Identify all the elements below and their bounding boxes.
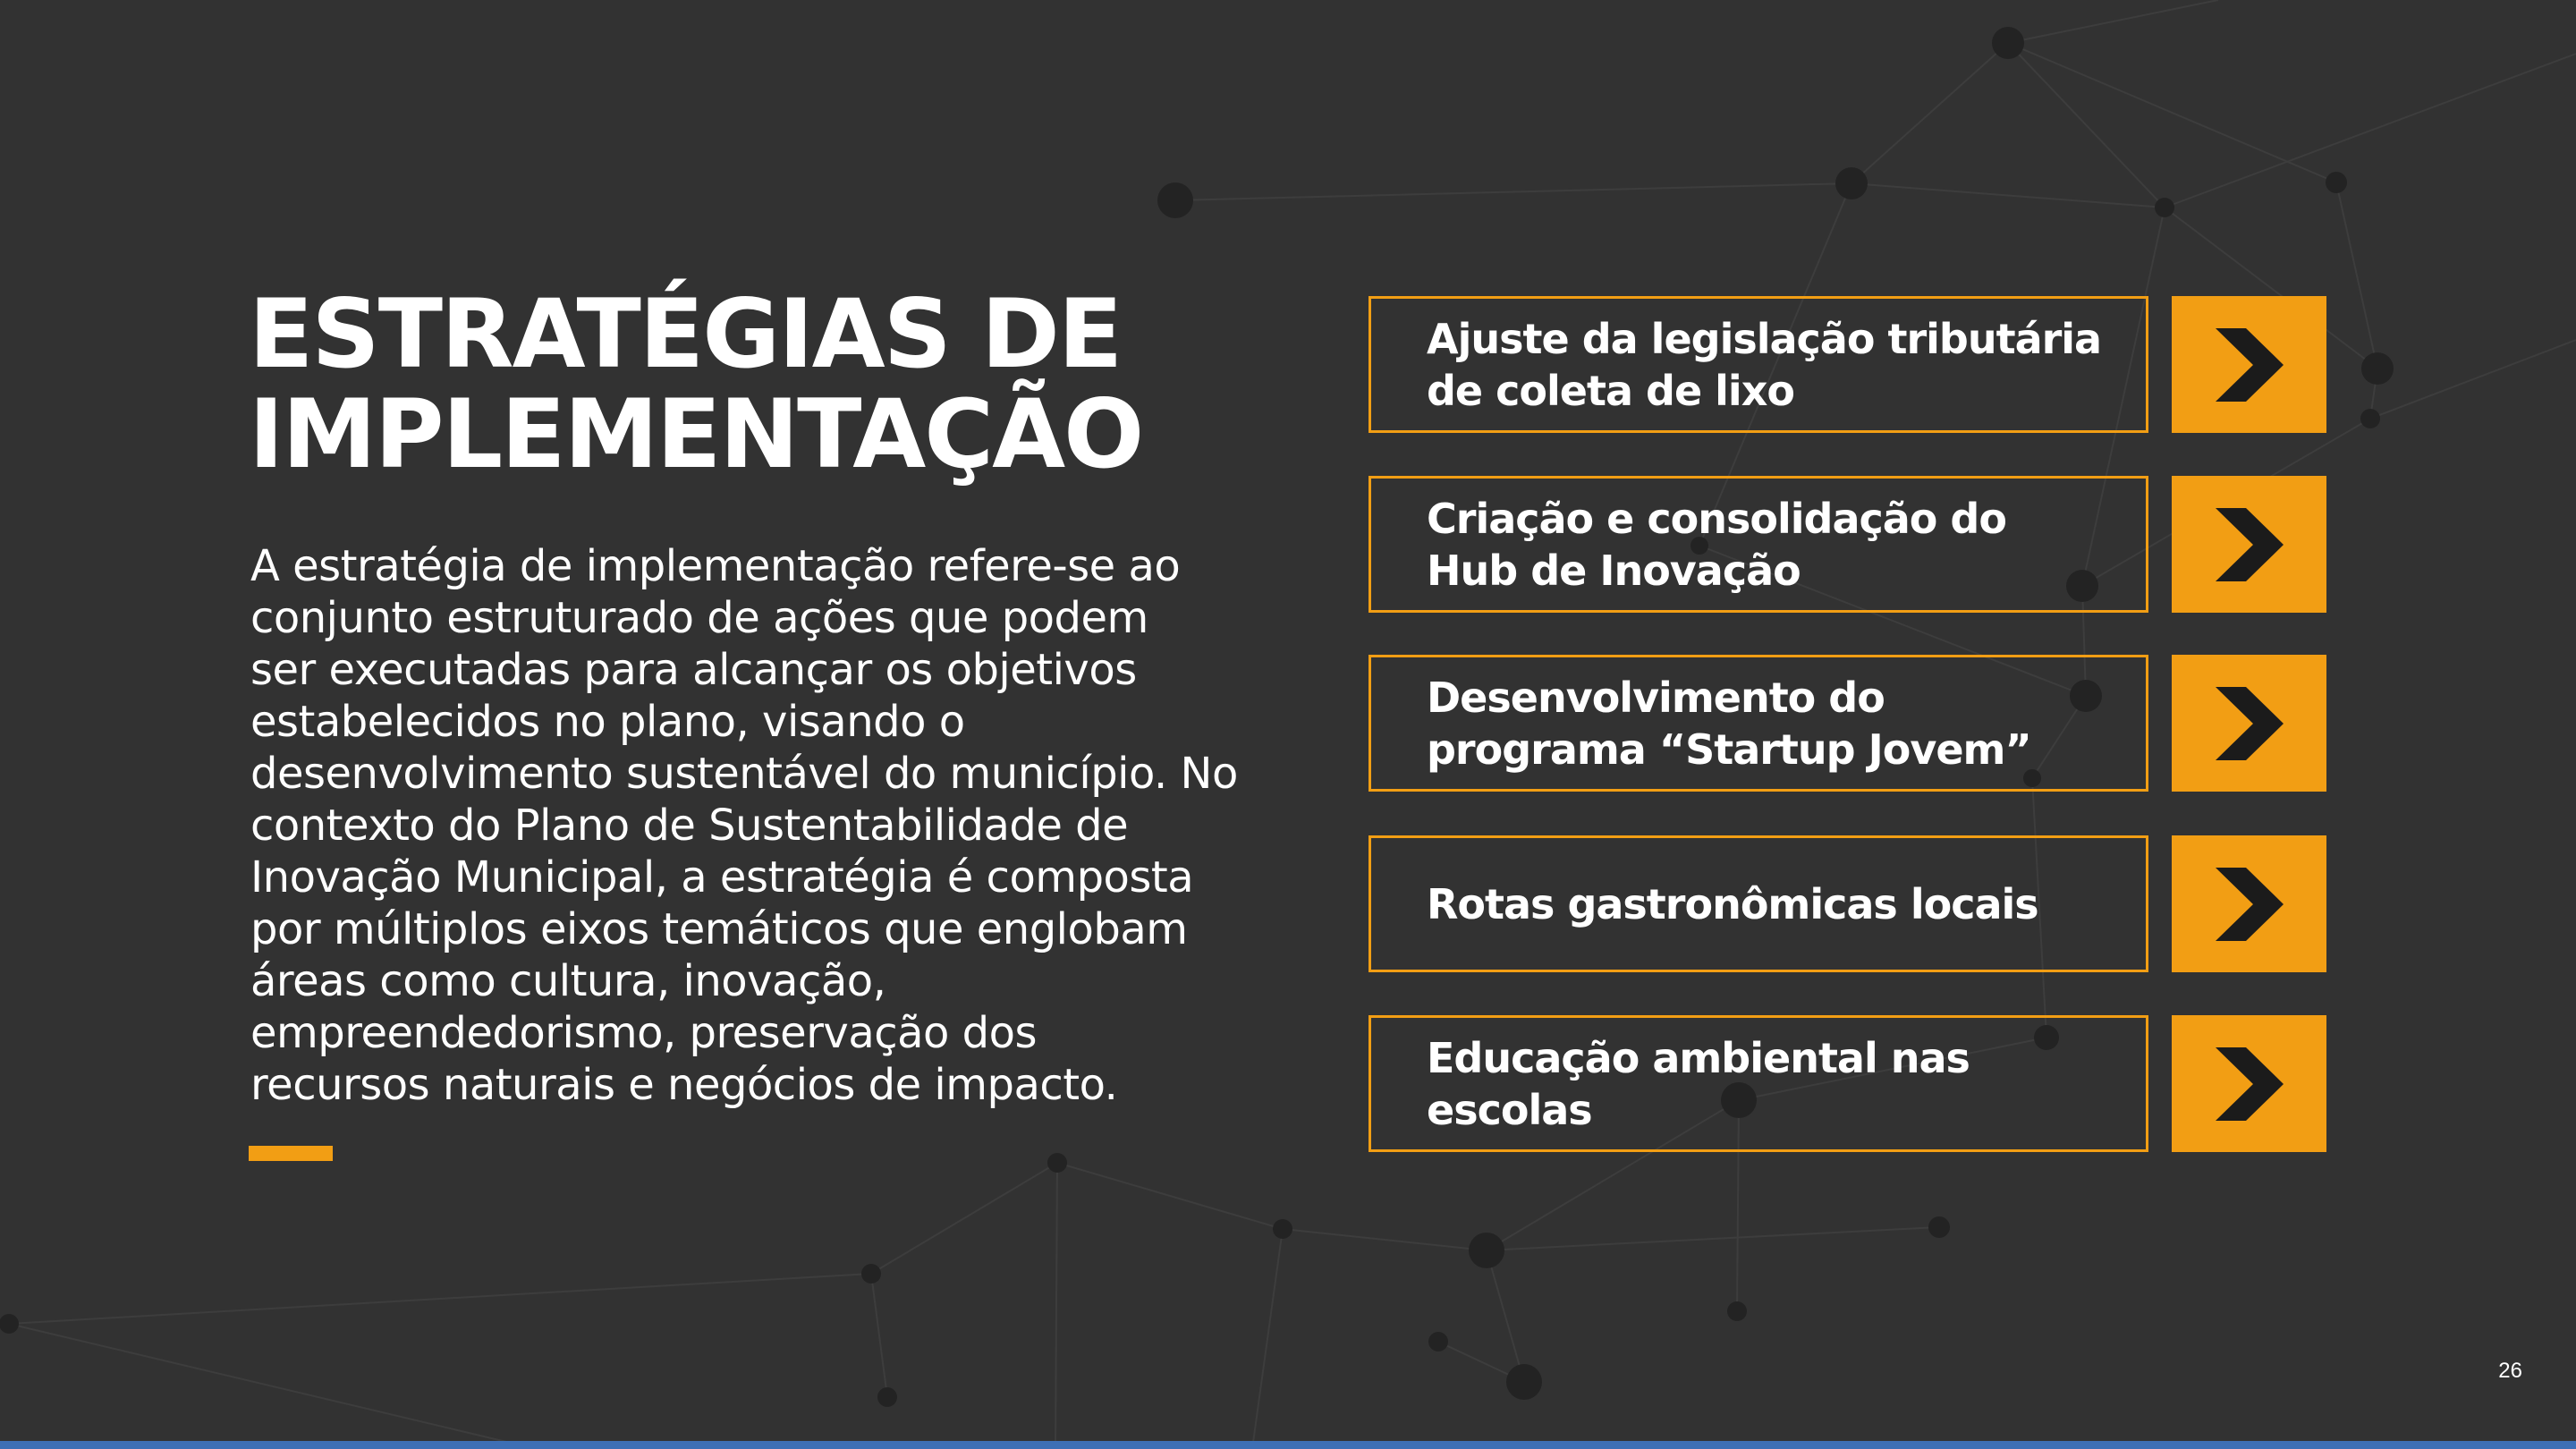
- strategy-item-label: de coleta de lixo: [1427, 366, 1794, 415]
- strategy-arrow-button[interactable]: [2172, 655, 2326, 792]
- strategy-item-label: escolas: [1427, 1085, 1592, 1134]
- strategy-item: [1368, 296, 2148, 433]
- strategy-item-label: Rotas gastronômicas locais: [1427, 879, 2038, 928]
- strategy-arrow-button[interactable]: [2172, 835, 2326, 972]
- description-paragraph: [250, 540, 1288, 1111]
- chevron-right-icon: [2214, 506, 2285, 583]
- strategy-item-label: Hub de Inovação: [1427, 546, 1801, 595]
- strategy-item: [1368, 835, 2148, 972]
- description-line: desenvolvimento sustentável do município. No: [250, 749, 1238, 799]
- chevron-right-icon: [2214, 326, 2285, 403]
- chevron-right-icon: [2214, 1046, 2285, 1123]
- description-line: por múltiplos eixos temáticos que englobam: [250, 904, 1188, 954]
- strategy-item-label: programa “Startup Jovem”: [1427, 724, 2031, 774]
- description-line: recursos naturais e negócios de impacto.: [250, 1060, 1118, 1110]
- description-line: Inovação Municipal, a estratégia é composta: [250, 852, 1194, 902]
- page-number: 26: [2498, 1359, 2522, 1383]
- description-line: estabelecidos no plano, visando o: [250, 697, 965, 747]
- title-line: ESTRATÉGIAS DE: [249, 279, 1122, 389]
- strategy-item-label: Educação ambiental nas: [1427, 1033, 1970, 1082]
- strategy-arrow-button[interactable]: [2172, 296, 2326, 433]
- chevron-right-icon: [2214, 685, 2285, 762]
- chevron-right-icon: [2214, 866, 2285, 943]
- description-line: ser executadas para alcançar os objetivos: [250, 645, 1137, 695]
- strategy-arrow-button[interactable]: [2172, 476, 2326, 613]
- bottom-accent-line: [0, 1441, 2576, 1449]
- strategy-item: [1368, 655, 2148, 792]
- slide-title: [249, 279, 1233, 489]
- description-line: conjunto estruturado de ações que podem: [250, 593, 1148, 643]
- accent-bar: [249, 1146, 333, 1161]
- strategy-item-label: Desenvolvimento do: [1427, 673, 1885, 722]
- description-line: áreas como cultura, inovação,: [250, 956, 886, 1006]
- strategy-item-label: Criação e consolidação do: [1427, 494, 2006, 543]
- title-line: IMPLEMENTAÇÃO: [249, 379, 1143, 489]
- strategy-item-label: Ajuste da legislação tributária: [1427, 314, 2102, 363]
- description-line: empreendedorismo, preservação dos: [250, 1008, 1038, 1058]
- strategy-item: [1368, 1015, 2148, 1152]
- strategy-arrow-button[interactable]: [2172, 1015, 2326, 1152]
- description-line: contexto do Plano de Sustentabilidade de: [250, 801, 1129, 851]
- description-line: A estratégia de implementação refere-se ao: [250, 541, 1181, 591]
- strategy-item: [1368, 476, 2148, 613]
